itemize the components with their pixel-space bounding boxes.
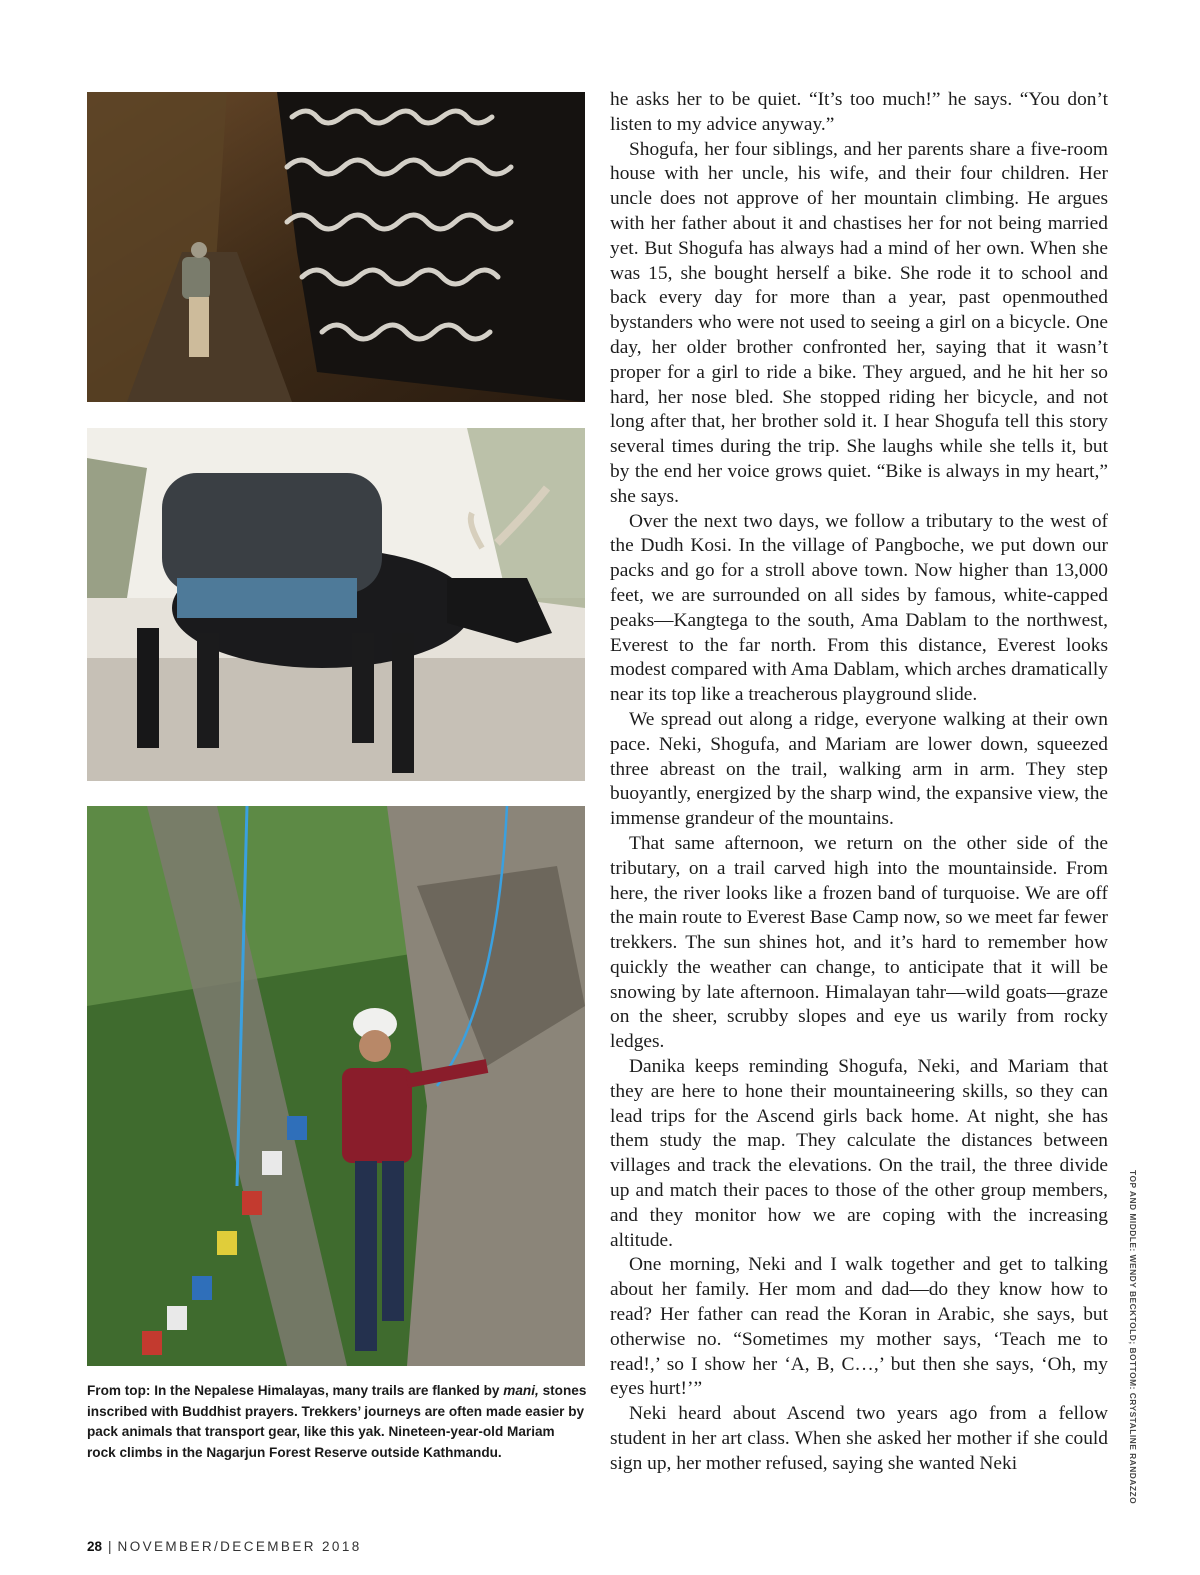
- photo-rock-climber: [87, 806, 585, 1366]
- page-number: 28: [87, 1539, 103, 1554]
- rock-climber-image: [87, 806, 585, 1366]
- photo-mani-stone: [87, 92, 585, 402]
- mani-stone-image: [87, 92, 585, 402]
- photo-credit: [1124, 1170, 1144, 1505]
- article-paragraph: Over the next two days, we follow a tributary to the west of the Dudh Kosi. In the village of Pangboche, we put down our packs and go for a stroll above town. Now higher than 13,000 feet, we are surrounded on all sides by famous, white-capped peaks—Kangtega to the south, Ama Dablam to the northwest, Everest to the far north. From this distance, Everest looks modest compared with Ama Dablam, which arches dramatically near its top like a treacherous playground slide.: [610, 510, 1108, 706]
- page-folio: [87, 1539, 362, 1554]
- article-paragraph: One morning, Neki and I walk together and get to talking about her family. Her mom and dad—do they know how to read? Her father can read the Koran in Arabic, she says, but otherwise no. “Sometimes my mother says, ‘Teach me to read!,’ so I show her ‘A, B, C…,’ but then she says, ‘Oh, my eyes hurt!’”: [610, 1254, 1108, 1400]
- article-paragraph: We spread out along a ridge, everyone walking at their own pace. Neki, Shogufa, and Mariam are lower down, squeezed three abreast on the trail, walking arm in arm. They step buoyantly, energized by the sharp wind, the expansive view, the immense grandeur of the mountains.: [610, 708, 1108, 830]
- photo-caption: [87, 1381, 587, 1463]
- caption-italic: mani,: [503, 1383, 539, 1398]
- article-paragraph: Danika keeps reminding Shogufa, Neki, and Mariam that they are here to hone their mountaineering skills, so they can lead trips for the Ascend girls back home. At night, she has them study the map. They calculate the distances between villages and track the elevations. On the trail, the three divide up and match their paces to those of the other group members, and they monitor how we are coping with the increasing altitude.: [610, 1056, 1108, 1251]
- article-body: [610, 88, 1108, 1477]
- article-paragraph: Neki heard about Ascend two years ago from a fellow student in her art class. When she asked her mother if she could sign up, her mother refused, saying she wanted Neki: [610, 1403, 1108, 1474]
- article-paragraph: That same afternoon, we return on the other side of the tributary, on a trail carved high into the mountainside. From here, the river looks like a frozen band of turquoise. We are off the main route to Everest Base Camp now, so we meet far fewer trekkers. The sun shines hot, and it’s hard to remember how quickly the weather can change, to anticipate that it will be snowing by late afternoon. Himalayan tahr—wild goats—graze on the sheer, scrubby slopes and eye us warily from rocky ledges.: [610, 832, 1108, 1053]
- issue-date: NOVEMBER/DECEMBER 2018: [117, 1539, 362, 1554]
- article-paragraph: Shogufa, her four siblings, and her parents share a five-room house with her uncle, his wife, and their four children. Her uncle does not approve of her mountain climbing. He argues with her father about it and chastises her for not being married yet. But Shogufa has always had a mind of her own. When she was 15, she bought herself a bike. She rode it to school and back every day for more than a year, past openmouthed bystanders who were not used to seeing a girl on a bicycle. One day, her older brother confronted her, saying that it wasn’t proper for a girl to ride a bike. They argued, and he hit her so hard, her nose bled. She stopped riding her bicycle, and not long after that, her brother sold it. I hear Shogufa tell this story several times during the trip. She laughs while she tells it, but by the end her voice grows quiet. “Bike is always in my heart,” she says.: [610, 138, 1108, 507]
- photo-yak: [87, 428, 585, 781]
- folio-separator: |: [108, 1539, 112, 1554]
- caption-rest: stones inscribed with Buddhist prayers. Trekkers’ journeys are often made easier by pack animals that transport gear, like this yak. Nineteen-year-old Mariam rock climbs in the Nagarjun Forest Reserve outside Kathmandu.: [87, 1383, 587, 1460]
- article-paragraph: he asks her to be quiet. “It’s too much!” he says. “You don’t listen to my advice anyway.”: [610, 89, 1108, 135]
- caption-lead: From top: In the Nepalese Himalayas, many trails are flanked by: [87, 1383, 500, 1398]
- yak-pack: [162, 473, 382, 618]
- yak-image: [87, 428, 585, 781]
- photo-credit-text: TOP AND MIDDLE: WENDY BECKTOLD; BOTTOM: CRYSTALINE RANDAZZO: [1128, 1170, 1138, 1505]
